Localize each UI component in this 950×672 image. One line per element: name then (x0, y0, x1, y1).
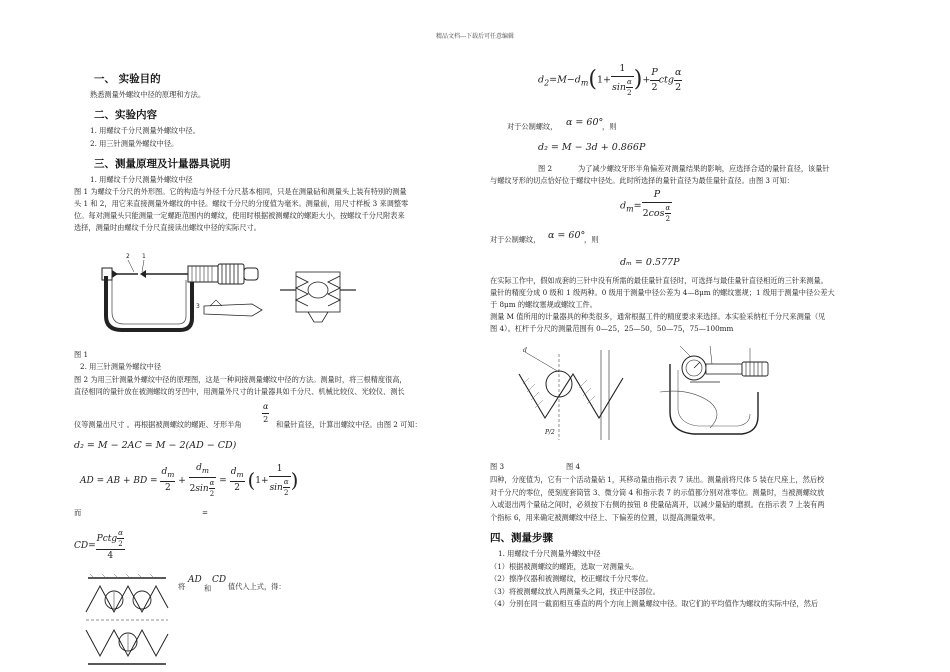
word-er: 而 (74, 508, 82, 517)
step-3: （3）将被测螺纹放入两测量头之间，找正中径部位。 (490, 587, 660, 596)
subsection-2-title: 2. 用三针测量外螺纹中径 (80, 362, 162, 371)
step-1: （1）根据被测螺纹的螺距，选取一对测量头。 (490, 562, 639, 571)
figure-2-label: 图 2 (538, 164, 553, 173)
figure-3-caption: 图 3 (490, 462, 505, 471)
section-4-title: 四、测量步骤 (490, 532, 553, 544)
figure-2-three-wire (82, 572, 172, 670)
step-4: （4）分别在同一截面相互垂直的两个方向上测量螺纹中径。取它们的平均值作为螺纹的实际中径，然后 (490, 599, 819, 608)
section-4-subtitle: 1. 用螺纹千分尺测量外螺纹中径 (498, 549, 601, 558)
para2-line1: 图 2 为用三针测量外螺纹中径的原理图，这是一种间接测量螺纹中径的方法。测量时，将三根精度很高， (74, 375, 407, 384)
section-2-item-1: 1. 用螺纹千分尺测量外螺纹中径。 (90, 126, 200, 135)
section-1-text: 熟悉测量外螺纹中径的原理和方法。 (90, 90, 206, 99)
formula-ad: AD = AB + BD = $\frac{d_m}{2}$ + $d_m$ 2sin $\frac{\alpha}{2}$ = $\frac{d_m}{2}$ (1+ 1 sin $\frac{\alpha}{2}$ ) (80, 463, 299, 498)
section-3-title: 三、测量原理及计量器具说明 (94, 158, 231, 170)
para1-line2: 头 1 和 2，用它来直接测量外螺纹的中径。螺纹千分尺的分度值为毫米。测量前，用尺寸样板 3 来调整零 (74, 199, 409, 208)
formula-dm-metric: dₘ = 0.577P (620, 257, 680, 268)
para4-line1: 在实际工作中，假如成套的三针中没有所需的最佳量针直径时，可选择与最佳量针直径相近的三针来测量。 (490, 276, 828, 285)
para1-line1: 图 1 为螺纹千分尺的外形图。它的构造与外径千分尺基本相同，只是在测量砧和测量头上装有特别的测量 (74, 187, 407, 196)
word-daihou: 值代入上式，得： (228, 582, 286, 591)
ze-1: ，则 (602, 122, 617, 131)
figure-1-micrometer (92, 246, 272, 338)
figure-4-caption: 图 4 (566, 462, 581, 471)
figure-1-thread-detail (278, 266, 358, 326)
symbol-cd: CD (212, 575, 227, 585)
para4-line5: 图 4）。杠杆千分尺的测量范围有 0—25，25—50，50—75，75—100mm (490, 324, 734, 333)
word-he: 和 (204, 584, 212, 593)
para5-line3: 入或退出两个量砧之间时，必须按下右侧的按钮 8 使量砧离开，以减少量砧的磨损。在指示表 7 上装有两 (490, 500, 825, 509)
formula-d2-definition: d₂ = M − 2AC = M − 2(AD − CD) (74, 440, 237, 451)
para5-line4: 个指标 6，用来确定被测螺纹中径上、下偏差的位置，以提高测量效率。 (490, 513, 720, 522)
subsection-1-title: 1. 用螺纹千分尺测量外螺纹中径 (90, 175, 193, 184)
para4-line2: 量针的精度分成 0 级和 1 级两种。0 级用于测量中径公差为 4—8μm 的螺纹塞规；1 级用于测量中径公差大 (490, 288, 835, 297)
for-metric-2: 对于公制螺纹， (490, 235, 541, 244)
alpha-60-1: α = 60° (566, 117, 604, 128)
section-1-title: 一、 实验目的 (94, 73, 161, 85)
para1-line3: 位。每对测量头只能测量一定螺距范围内的螺纹，使用时根据被测螺纹的螺距大小，按螺纹千分尺附表来 (74, 211, 405, 220)
formula-d2-general: $d_2=M-d_m(1+$ 1 sin $\frac{\alpha}{2}$ )+ $\frac{P}{2}$ ctg $\frac{\alpha}{2}$ (538, 63, 682, 97)
svg-text:3: 3 (196, 303, 200, 310)
para2-line2: 直径相同的量针放在被测螺纹的牙凹中，用测量外尺寸的计量器具如千分尺、机械比较仪、光较仪、测长 (74, 387, 405, 396)
svg-text:2: 2 (126, 253, 130, 260)
para3-line1: 为了减少螺纹牙形半角偏差对测量结果的影响，应选择合适的量针直径，该量针 (578, 164, 830, 173)
word-jiang: 将 (178, 582, 186, 591)
para1-line4: 选择，测量时由螺纹千分尺直接读出螺纹中径的实际尺寸。 (74, 223, 261, 232)
svg-text:1: 1 (142, 253, 146, 260)
page-header: 精品文档---下载后可任意编辑 (435, 33, 515, 40)
figure-4-lever-micrometer (650, 342, 780, 442)
ze-2: ，则 (584, 235, 599, 244)
svg-text:d: d (523, 347, 527, 354)
svg-text:P/2: P/2 (545, 429, 555, 436)
section-2-item-2: 2. 用三针测量外螺纹中径。 (90, 139, 179, 148)
para3-line2: 与螺纹牙形的切点恰好位于螺纹中径处。此时所选择的量针直径为最佳量针直径。由图 3 可知： (490, 176, 794, 185)
step-2: （2）擦净仪器和被测螺纹，校正螺纹千分尺零位。 (490, 574, 653, 583)
alpha-60-2: α = 60° (548, 230, 586, 241)
symbol-ad: AD (188, 575, 202, 585)
section-2-title: 二、实验内容 (94, 109, 157, 121)
para4-line3: 于 8μm 的螺纹塞规或螺纹工件。 (490, 300, 597, 309)
figure-1-caption: 图 1 (74, 350, 89, 359)
para5-line2: 对千分尺的零位，使刻度套筒管 3、微分筒 4 和指示表 7 的示值都分别对准零位。测量时，当被测螺纹放 (490, 488, 825, 497)
formula-dm-general: $d_m=$ P 2cos $\frac{\alpha}{2}$ (620, 189, 671, 223)
para2-line3a: 仪等测量出尺寸 。再根据被测螺纹的螺距、牙形半角 (74, 420, 242, 429)
equals-sign: = (202, 508, 209, 517)
for-metric-1: 对于公制螺纹， (507, 122, 558, 131)
para2-line3b: 和量针直径，计算出螺纹中径。由图 2 可知： (276, 420, 422, 429)
formula-cd: CD= Pctg $\frac{\alpha}{2}$ 4 (74, 529, 123, 562)
para4-line4: 测量 M 值所用的计量器具的种类很多，通常根据工件的精度要求来选择。本实验采纳杠千分尺来测量（见 (490, 312, 826, 321)
figure-3-best-wire (515, 344, 627, 444)
para5-line1: 四种，分度值为，它有一个活动量砧 1，其移动量由指示表 7 读出。测量前将尺体 5 装在尺座上，然后校 (490, 475, 825, 484)
formula-d2-metric: d₂ = M − 3d + 0.866P (538, 142, 646, 153)
alpha-half-inline: $\frac{\alpha}{2}$ (263, 402, 269, 424)
